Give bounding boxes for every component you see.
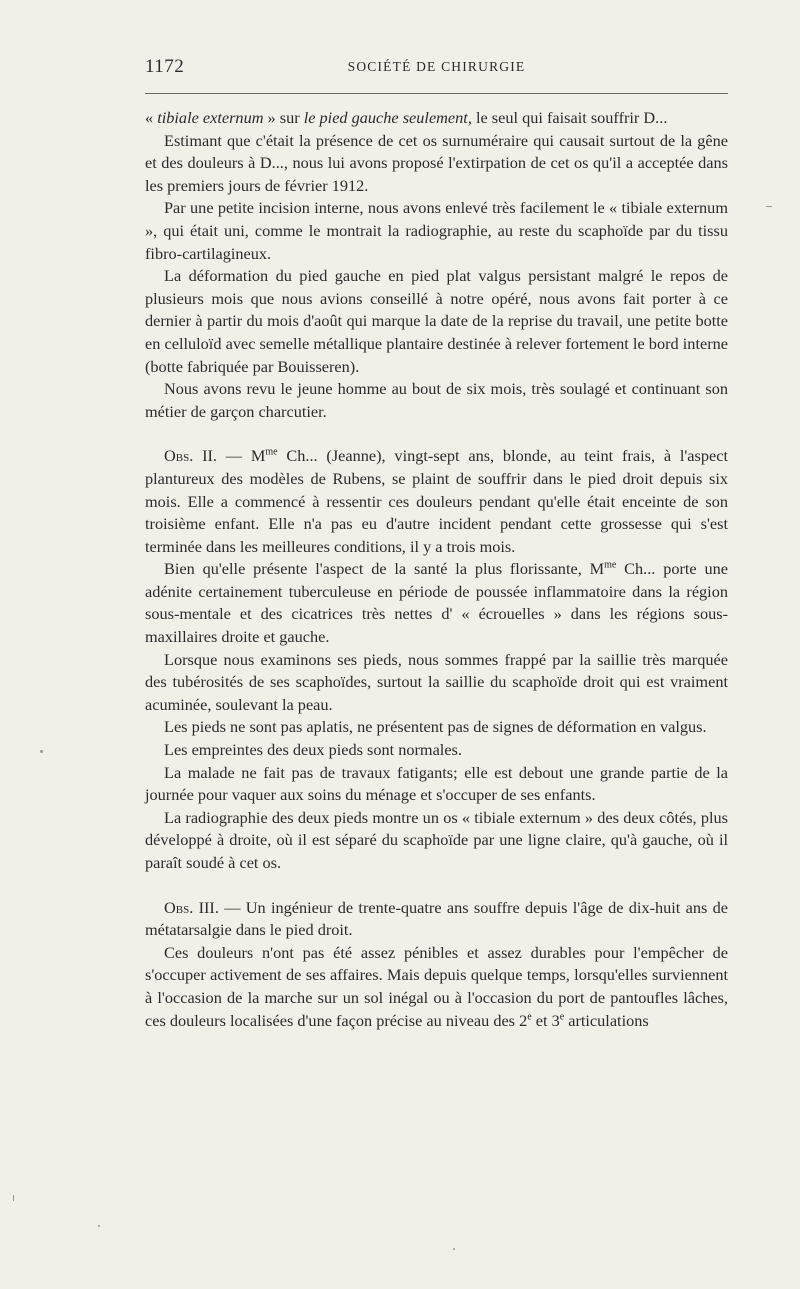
- paragraph: [145, 558, 728, 648]
- superscript: e: [559, 1011, 565, 1023]
- italic-text: tibiale externum: [157, 108, 264, 127]
- text-span: Bien qu'elle présente l'aspect de la santé la plus florissante, M: [164, 559, 605, 579]
- paper-speck: [98, 1225, 100, 1227]
- text-span: Ces douleurs n'ont pas été assez pénibles et assez durables pour l'empêcher de s'occuper activement de ses affaires. Mais depuis quelque temps, lorsqu'elles surviennent à l'occasion de la marche sur un sol inégal ou à l'occasion du port de pantoufles lâches, ces douleurs localisées d'une façon précise au niveau des 2: [145, 942, 728, 1030]
- paragraph: La malade ne fait pas de travaux fatigants; elle est debout une grande partie de la journée pour vaquer aux soins du ménage et s'occuper de ses enfants.: [145, 762, 728, 805]
- paragraph: Nous avons revu le jeune homme au bout de six mois, très soulagé et continuant son métier de garçon charcutier.: [145, 379, 728, 421]
- paper-speck: [453, 1248, 455, 1250]
- page-number: 1172: [145, 56, 185, 77]
- observation-paragraph: [145, 445, 728, 558]
- superscript: me: [604, 559, 617, 571]
- paper-speck: [40, 750, 43, 753]
- observation-paragraph: [145, 897, 728, 942]
- body-text: [145, 107, 728, 1032]
- paragraph: Par une petite incision interne, nous avons enlevé très facilement le « tibiale externum », qui était uni, comme le montrait la radiographie, au reste du scaphoïde par du tissu fibro-cartilagineux.: [145, 198, 728, 263]
- paper-speck: [766, 206, 772, 207]
- paragraph: Les pieds ne sont pas aplatis, ne présentent pas de signes de déformation en valgus.: [164, 717, 707, 737]
- running-head: SOCIÉTÉ DE CHIRURGIE: [347, 59, 526, 74]
- observation-label: Obs. II.: [164, 446, 217, 466]
- superscript: e: [527, 1011, 532, 1023]
- text-span: » sur: [263, 108, 304, 127]
- text-span: Ch... (Jeanne), vingt-sept ans, blonde, au teint frais, à l'aspect plantureux des modèles de Rubens, se plaint de souffrir dans le pied droit depuis six mois. Elle a commencé à ressentir ces douleurs pendant qu'elle était enceinte de son troisième enfant. Elle n'a pas eu d'autre incident pendant cette grossesse qui s'est terminée dans les meilleures conditions, il y a trois mois.: [145, 446, 728, 556]
- paragraph: La déformation du pied gauche en pied plat valgus persistant malgré le repos de plusieurs mois que nous avions conseillé à notre opéré, nous avons fait porter à ce dernier à partir du mois d'août qui marque la date de la reprise du travail, une petite botte en celluloïd avec semelle métallique plantaire destinée à relever fortement le bord interne (botte fabriquée par Bouisseren).: [145, 266, 728, 376]
- paper-speck: [13, 1195, 14, 1201]
- paragraph: Les empreintes des deux pieds sont normales.: [164, 740, 462, 760]
- italic-text: le pied gauche seulement,: [303, 108, 472, 127]
- text-span: — M: [217, 446, 266, 466]
- text-span: articulations: [564, 1010, 649, 1030]
- text-span: et 3: [531, 1010, 560, 1030]
- text-span: Ch... porte une adénite certainement tuberculeuse en période de poussée inflammatoire dans la région sous-mentale et des cicatrices très nettes d' « écrouelles » dans les régions sous-maxillaires droite et gauche.: [145, 559, 728, 647]
- paragraph: La radiographie des deux pieds montre un os « tibiale externum » des deux côtés, plus développé à droite, où il est séparé du scaphoïde par une ligne claire, qu'à gauche, où il paraît soudé à cet os.: [145, 807, 728, 872]
- paragraph: Lorsque nous examinons ses pieds, nous sommes frappé par la saillie très marquée des tubérosités de ses scaphoïdes, surtout la saillie du scaphoïde droit qui est vraiment acuminée, soulevant la peau.: [145, 649, 728, 714]
- paragraph: [145, 942, 728, 1032]
- text-span: «: [145, 108, 158, 127]
- observation-label: Obs. III.: [164, 897, 219, 917]
- superscript: me: [265, 446, 278, 458]
- header-rule: [145, 93, 728, 94]
- paragraph: Estimant que c'était la présence de cet os surnuméraire qui causait surtout de la gêne et des douleurs à D..., nous lui avons proposé l'extirpation de cet os qu'il a acceptée dans les premiers jours de février 1912.: [145, 130, 728, 195]
- text-span: le seul qui faisait souffrir D...: [471, 108, 668, 127]
- page-header: [145, 56, 728, 82]
- text-span: — Un ingénieur de trente-quatre ans souffre depuis l'âge de dix-huit ans de métatarsalgie dans le pied droit.: [145, 897, 728, 940]
- paragraph: [145, 107, 728, 130]
